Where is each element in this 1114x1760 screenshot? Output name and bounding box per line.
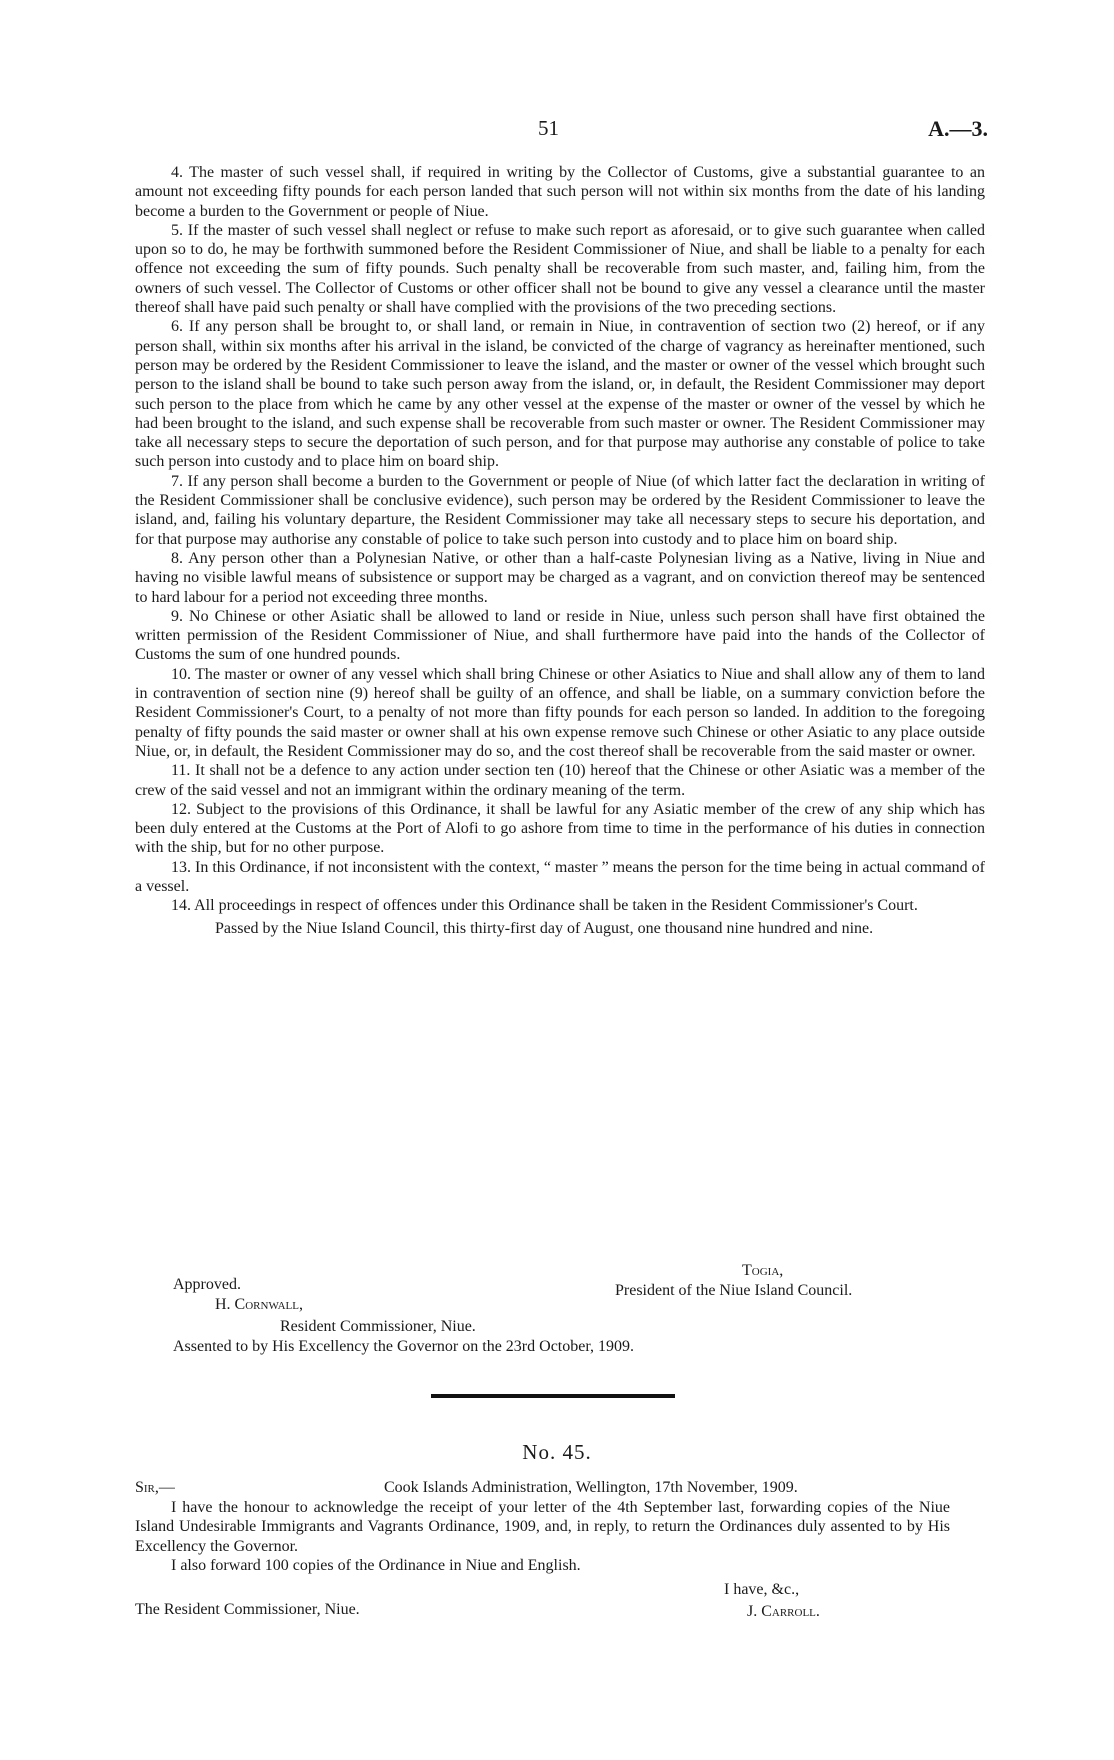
page-header bbox=[0, 116, 1114, 146]
section-6: 6. If any person shall be brought to, or shall land, or remain in Niue, in contravention of section two (2) hereof, or if any person shall, within six months after his arrival in the island, be convicted of the charge of vagrancy as hereinafter mentioned, such person may be ordered by the Resident Commissioner to leave the island, and the master or owner of the vessel which brought such person to the island shall be bound to take such person away from the island, or, in default, the Resident Commissioner may deport such person to the place from which he came by any other vessel at the expense of the master or owner of the vessel by which he had been brought to the island, and such expense shall be recoverable from such master or owner. The Resident Commissioner may take all necessary steps to secure the deportation of such person, and for that purpose may authorise any constable of police to take such person into custody and to place him on board ship. bbox=[135, 318, 985, 471]
section-12: 12. Subject to the provisions of this Ordinance, it shall be lawful for any Asiatic member of the crew of any ship which has been duly entered at the Customs at the Port of Alofi to go ashore from time to time in the performance of his duties in connection with the ship, but for no other purpose. bbox=[135, 800, 985, 857]
letter-paragraph: I also forward 100 copies of the Ordinance in Niue and English. bbox=[171, 1556, 581, 1574]
signer: J. Carroll. bbox=[747, 1603, 820, 1620]
letter-paragraph: I have the honour to acknowledge the receipt of your letter of the 4th September last, forwarding copies of the Niue Island Undesirable Immigrants and Vagrants Ordinance, 1909, and, in reply, to return the Ordinances duly assented to by His Excellency the Governor. bbox=[135, 1499, 950, 1555]
section-5: 5. If the master of such vessel shall neglect or refuse to make such report as aforesaid, or to give such guarantee when called upon so to do, he may be forthwith summoned before the Resident Commissioner of Niue, and shall be liable to a penalty for each offence not exceeding the sum of fifty pounds. Such penalty shall be recoverable from such master, and, failing him, from the owners of such vessel. The Collector of Customs or other officer shall not be bound to give any vessel a clearance until the master thereof shall have paid such penalty or shall have complied with the provisions of the two preceding sections. bbox=[135, 221, 985, 317]
ordinance-body bbox=[135, 163, 985, 938]
section-11: 11. It shall not be a defence to any action under section ten (10) hereof that the Chinese or other Asiatic was a member of the crew of the said vessel and not an immigrant within the ordinary meaning of the term. bbox=[135, 762, 985, 799]
passed-statement: Passed by the Niue Island Council, this thirty-first day of August, one thousand nine hundred and nine. bbox=[215, 919, 874, 937]
section-divider bbox=[431, 1394, 675, 1398]
section-13: 13. In this Ordinance, if not inconsistent with the context, “ master ” means the person for the time being in actual command of a vessel. bbox=[135, 858, 985, 895]
dateline: Cook Islands Administration, Wellington, 17th November, 1909. bbox=[384, 1479, 798, 1496]
section-10: 10. The master or owner of any vessel which shall bring Chinese or other Asiatics to Niue and shall allow any of them to land in contravention of section nine (9) hereof shall be guilty of an offence, and shall be liable, on a summary conviction before the Resident Commissioner's Court, to a penalty of not more than fifty pounds for each person so landed. In addition to the foregoing penalty of fifty pounds the said master or owner shall at his own expense remove such Chinese or other Asiatic to any place outside Niue, or, in default, the Resident Commissioner may do so, and the cost thereof shall be recoverable from the said master or owner. bbox=[135, 665, 985, 760]
page-number: 51 bbox=[538, 116, 559, 140]
document-number: No. 45. bbox=[522, 1440, 592, 1464]
section-4: 4. The master of such vessel shall, if required in writing by the Collector of Customs, give a substantial guarantee to an amount not exceeding fifty pounds for each person landed that such person will not within six months from the date of his landing become a burden to the Government or people of Niue. bbox=[135, 164, 985, 220]
cornwall-title: Resident Commissioner, Niue. bbox=[280, 1318, 476, 1335]
closing: I have, &c., bbox=[724, 1581, 800, 1598]
section-7: 7. If any person shall become a burden to the Government or people of Niue (of which latter fact the declaration in writing of the Resident Commissioner shall be conclusive evidence), such person may be ordered by the Resident Commissioner to leave the island, and, failing his voluntary departure, the Resident Commissioner may take all necessary steps to secure his deportation, and for that purpose may authorise any constable of police to take such person into custody and to place him on board ship. bbox=[135, 472, 985, 548]
approved-label: Approved. bbox=[173, 1276, 241, 1293]
section-9: 9. No Chinese or other Asiatic shall be allowed to land or reside in Niue, unless such person shall have first obtained the written permission of the Resident Commissioner of Niue, and shall furthermore have paid into the hands of the Collector of Customs the sum of one hundred pounds. bbox=[135, 607, 985, 664]
section-8: 8. Any person other than a Polynesian Native, or other than a half-caste Polynesian living as a Native, living in Niue and having no visible lawful means of subsistence or support may be charged as a vagrant, and on conviction thereof may be sentenced to hard labour for a period not exceeding three months. bbox=[135, 549, 985, 606]
salutation: Sir,— bbox=[135, 1479, 175, 1496]
togia-name: Togia, bbox=[742, 1262, 784, 1279]
cornwall-name: H. Cornwall, bbox=[215, 1296, 303, 1313]
signature-block bbox=[135, 1262, 985, 1372]
addressee: The Resident Commissioner, Niue. bbox=[135, 1601, 360, 1618]
assent-statement: Assented to by His Excellency the Governor on the 23rd October, 1909. bbox=[173, 1338, 635, 1355]
letter-body bbox=[135, 1498, 950, 1575]
togia-title: President of the Niue Island Council. bbox=[615, 1282, 853, 1299]
series-code: A.—3. bbox=[928, 116, 988, 141]
letter bbox=[135, 1478, 985, 1678]
section-14: 14. All proceedings in respect of offences under this Ordinance shall be taken in the Resident Commissioner's Court. bbox=[171, 897, 918, 915]
